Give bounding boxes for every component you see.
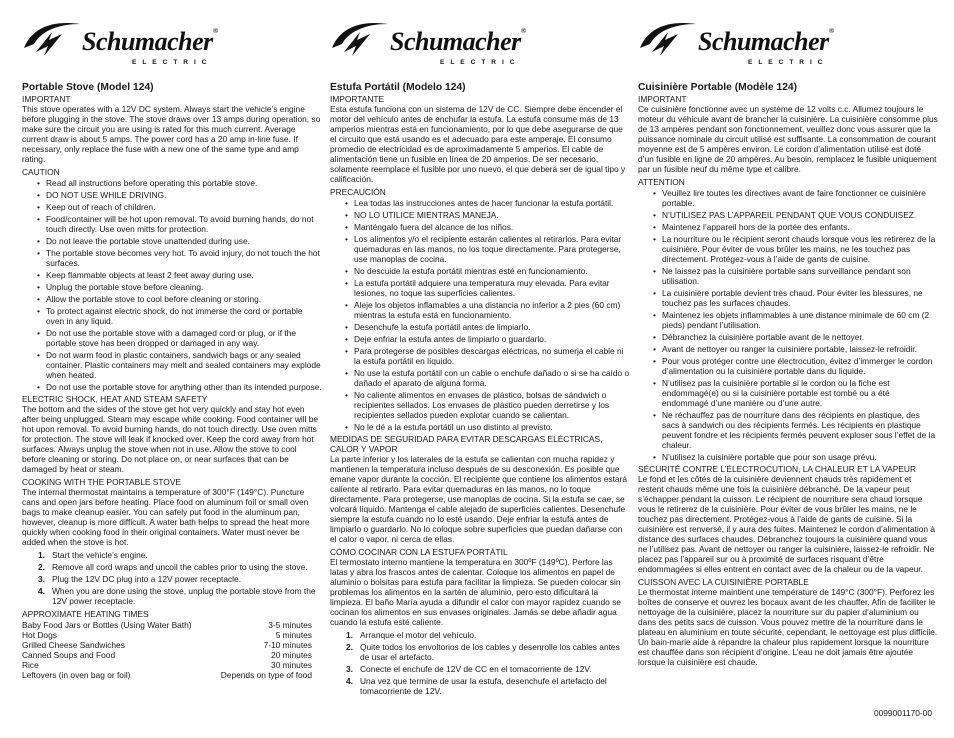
step-number: 2.	[38, 562, 45, 572]
caution-item: • Do not leave the portable stove unattended during use.	[46, 236, 322, 246]
caution-list	[22, 178, 322, 392]
heating-time: 5 minutes	[275, 630, 312, 640]
step-number: 2.	[346, 642, 353, 652]
caution-list	[330, 198, 630, 432]
caution-label: CAUTION	[22, 167, 60, 177]
caution-item: • Deje enfriar la estufa antes de limpiarlo o guardarlo.	[354, 334, 630, 344]
title-english: Portable Stove (Model 124)	[22, 82, 154, 93]
step-item	[38, 562, 322, 572]
food-item: Hot Dogs	[22, 630, 57, 640]
food-item: Canned Soups and Food	[22, 650, 116, 660]
logo-subtitle: ELECTRIC	[132, 59, 213, 66]
caution-item: • No descuide la estufa portátil mientras esté en funcionamiento.	[354, 266, 630, 276]
table-row	[22, 660, 312, 670]
step-text: Start the vehicle’s engine.	[52, 550, 148, 560]
table-row	[22, 670, 312, 680]
caution-item: • Maintenez l’appareil hors de la portée des enfants.	[662, 222, 938, 232]
important-label: IMPORTANT	[638, 94, 687, 104]
caution-label: PRECAUCIÓN	[330, 187, 386, 197]
caution-item: • Para protegerse de posibles descargas eléctricas, no sumerja el cable ni la estufa portátil en líquido.	[354, 346, 630, 366]
caution-item: • Débranchez la cuisinière portable avant de le nettoyer.	[662, 332, 938, 342]
step-number: 1.	[38, 550, 45, 560]
shock-text: La parte inferior y los laterales de la estufa se calientan con mucha rapidez y mantienen la temperatura incluso después de su desconexión. Es posible que emane vapor durante la cocción. El recipiente que contiene los alimentos estará caliente al retirarlo. Para evitar quemaduras en las manos, no lo toque directamente. Para protegerse, use manoplas de cocina. Si la estufa se cae, se volcará líquido. Mantenga el cable alejado de superficies calientes. Desenchufe siempre la estufa cuando no lo esté usando. Deje enfriar la estufa antes de limpiarlo o guardarlo. No lo coloque sobre superficies que puedan dañarse con el calor o vapor, ni cerca de ellas.	[330, 454, 628, 544]
caution-item: • Lea todas las instrucciones antes de hacer funcionar la estufa portátil.	[354, 198, 630, 208]
step-text: Plug the 12V DC plug into a 12V power receptacle.	[52, 574, 242, 584]
cooking-text: The internal thermostat maintains a temperature of 300°F (149°C). Puncture cans and open jars before heating. Place food on aluminum foil or small oven bags to make cleanup easier. You can safely put food in the aluminum pan, however, cleanup is more difficult. A water bath helps to spread the heat more quickly when cooking food in their original containers. Water must never be added when the stove is hot.	[22, 487, 310, 547]
title-french: Cuisinière Portable (Modèle 124)	[638, 82, 798, 93]
step-number: 3.	[38, 574, 45, 584]
caution-item: • Do not use the portable stove for anything other than its intended purpose.	[46, 382, 322, 392]
step-text: Remove all cord wraps and uncoil the cables prior to using the stove.	[52, 562, 308, 572]
caution-item: • No le dé a la estufa portátil un uso distinto al previsto.	[354, 422, 630, 432]
heating-time: 3-5 minutes	[268, 620, 312, 630]
heating-time: Depends on type of food	[220, 670, 312, 680]
step-text: When you are done using the stove, unplug the portable stove from the 12V power receptacle.	[52, 586, 316, 606]
logo-wordmark: Schumacher®	[698, 27, 834, 56]
lightning-swoosh-icon	[638, 18, 702, 58]
cooking-label: CÓMO COCINAR CON LA ESTUFA PORTÁTIL	[330, 547, 508, 557]
caution-item: • Keep flammable objects at least 2 feet away during use.	[46, 270, 322, 280]
table-row	[22, 640, 312, 650]
step-item	[346, 630, 630, 640]
shock-label: ELECTRIC SHOCK, HEAT AND STEAM SAFETY	[22, 394, 208, 404]
important-label: IMPORTANTE	[330, 94, 385, 104]
caution-item: • Aleje los objetos inflamables a una distancia no inferior a 2 pies (60 cm) mientras la estufa está en funcionamiento.	[354, 300, 630, 320]
caution-item: • Maintenez les objets inflammables à une distance minimale de 60 cm (2 pieds) pendant l’utilisation.	[662, 310, 938, 330]
document-number: 0099001170-00	[873, 708, 932, 718]
caution-item: • No caliente alimentos en envases de plástico, bolsas de sándwich o recipientes sellados. Los envases de plástico pueden derretirse y los recipientes sellados pueden explotar cuando se calientan.	[354, 390, 630, 420]
caution-item: • DO NOT USE WHILE DRIVING.	[46, 190, 322, 200]
step-item	[346, 642, 630, 662]
lightning-swoosh-icon	[22, 18, 86, 58]
important-label: IMPORTANT	[22, 94, 71, 104]
caution-item: • Unplug the portable stove before cleaning.	[46, 282, 322, 292]
important-text: This stove operates with a 12V DC system. Always start the vehicle’s engine before plugging in the stove. The stove draws over 13 amps during operation, so make sure the circuit you are using is rated for this much current. Average current draw is about 5 amps. The power cord has a 20 amp in-line fuse. If necessary, only replace the fuse with a new one of the same type and amp rating.	[22, 104, 321, 164]
caution-item: • To protect against electric shock, do not immerse the cord or portable oven in any liquid.	[46, 306, 322, 326]
caution-item: • Do not warm food in plastic containers, sandwich bags or any sealed container. Plastic containers may melt and sealed containers may explode when heated.	[46, 350, 322, 380]
caution-item: • N’utilisez la cuisinière portable que pour son usage prévu.	[662, 452, 938, 462]
steps-list	[330, 630, 630, 696]
logo-subtitle: ELECTRIC	[748, 59, 829, 66]
step-text: Una vez que termine de usar la estufa, desenchufe el artefacto del tomacorriente de 12V.	[360, 676, 607, 696]
step-text: Quite todos los envoltorios de los cables y desenrolle los cables antes de usar el artefacto.	[360, 642, 620, 662]
heating-time: 7-10 minutes	[263, 640, 312, 650]
title-spanish: Estufa Portátil (Modelo 124)	[330, 82, 466, 93]
caution-item: • La estufa portátil adquiere una temperatura muy elevada. Para evitar lesiones, no toque las superficies calientes.	[354, 278, 630, 298]
caution-item: • No use la estufa portátil con un cable o enchufe dañado o si se ha caído o dañado el aparato de alguna forma.	[354, 368, 630, 388]
caution-item: • N’UTILISEZ PAS L’APPAREIL PENDANT QUE VOUS CONDUISEZ.	[662, 210, 938, 220]
caution-item: • Los alimentos y/o el recipiente estarán calientes al retirarlos. Para evitar quemaduras en las manos, no los toque directamente. Para protegerse, use manoplas de cocina.	[354, 234, 630, 264]
column-spanish	[330, 0, 630, 699]
cooking-label: COOKING WITH THE PORTABLE STOVE	[22, 477, 181, 487]
step-number: 4.	[346, 676, 353, 686]
logo-subtitle: ELECTRIC	[440, 59, 521, 66]
caution-item: • Do not use the portable stove with a damaged cord or plug, or if the portable stove has been dropped or damaged in any way.	[46, 328, 322, 348]
caution-item: • N’utilisez pas la cuisinière portable si le cordon ou la fiche est endommagé(e) ou si la cuisinière portable est tombé ou a été endommagé d’une manière ou d’une autre.	[662, 378, 938, 408]
caution-item: • Allow the portable stove to cool before cleaning or storing.	[46, 294, 322, 304]
step-number: 4.	[38, 586, 45, 596]
lightning-swoosh-icon	[330, 18, 394, 58]
step-item	[38, 586, 322, 606]
caution-item: • Desenchufe la estufa portátil antes de limpiarlo.	[354, 322, 630, 332]
heating-time: 30 minutes	[271, 660, 312, 670]
column-english	[22, 0, 322, 680]
food-item: Leftovers (in oven bag or foil)	[22, 670, 131, 680]
logo-wordmark: Schumacher®	[82, 27, 218, 56]
heating-time: 20 minutes	[271, 650, 312, 660]
caution-item: • Avant de nettoyer ou ranger la cuisinière portable, laissez-le refroidir.	[662, 344, 938, 354]
caution-list	[638, 188, 938, 462]
caution-item: • Ne réchauffez pas de nourriture dans des récipients en plastique, des sacs à sandwich ou des récipients fermés. Les récipients en plastique peuvent fondre et les récipients fermés peuvent exploser sous l’effet de la chaleur.	[662, 410, 938, 450]
caution-item: • Keep out of reach of children.	[46, 202, 322, 212]
shock-label: SÉCURITÉ CONTRE L’ÉLECTROCUTION, LA CHALEUR ET LA VAPEUR	[638, 464, 916, 474]
shock-text: The bottom and the sides of the stove get hot very quickly and stay hot even after being unplugged. Steam may escape while cooking. Food container will be hot upon removal. To avoid burning hands, do not touch directly. Use oven mitts for protection. The stove will leak if knocked over. Keep the cord away from hot surfaces. Always unplug the stove when not in use. Allow the stove to cool before cleaning or storing. Do not place on, or near surfaces that can be damaged by heat or steam.	[22, 404, 319, 474]
caution-item: • La cuisinière portable devient très chaud. Pour éviter les blessures, ne touchez pas les surfaces chaudes.	[662, 288, 938, 308]
step-text: Arranque el motor del vehículo.	[360, 630, 477, 640]
caution-item: • Food/container will be hot upon removal. To avoid burning hands, do not touch directly. Use oven mitts for protection.	[46, 214, 322, 234]
cooking-text: Le thermostat interne maintient une température de 149°C (300°F). Perforez les boîtes de conserve et ouvrez les bocaux avant de les chauffer. Afin de faciliter le nettoyage de la cuisinière, placez la nourriture sur du papier d’aluminium ou dans des petits sacs de cuisson. Vous pouvez mettre de la nourriture dans le plateau en aluminium en toute sécurité, cependant, le nettoyage est plus difficile. Un bain-marie aide à répandre la chaleur plus rapidement lorsque la nourriture est chauffée dans son récipient d’origine. L’eau ne doit jamais être ajoutée lorsque la cuisinière est chaude.	[638, 587, 938, 667]
food-item: Grilled Cheese Sandwiches	[22, 640, 125, 650]
step-item	[38, 550, 322, 560]
caution-item: • La nourriture ou le récipient seront chauds lorsque vous les retirerez de la cuisinière. Pour éviter de vous brûler les mains, ne les touchez pas directement. Protégez-vous à l’aide de gants de cuisine.	[662, 234, 938, 264]
column-french	[638, 0, 938, 670]
caution-item: • Read all instructions before operating this portable stove.	[46, 178, 322, 188]
heating-label: APPROXIMATE HEATING TIMES	[22, 609, 149, 619]
cooking-label: CUISSON AVEC LA CUISINIÈRE PORTABLE	[638, 577, 809, 587]
step-text: Conecte el enchufe de 12V de CC en el tomacorriente de 12V.	[360, 664, 592, 674]
steps-list	[22, 550, 322, 606]
caution-item: • Manténgalo fuera del alcance de los niños.	[354, 222, 630, 232]
step-number: 3.	[346, 664, 353, 674]
food-item: Rice	[22, 660, 39, 670]
step-item	[346, 664, 630, 674]
caution-item: • The portable stove becomes very hot. To avoid injury, do not touch the hot surfaces.	[46, 248, 322, 268]
table-row	[22, 650, 312, 660]
heating-table	[22, 620, 312, 680]
caution-item: • Pour vous protéger contre une électrocution, évitez d’immerger le cordon d’alimentation ou la cuisinière portable dans du liquide.	[662, 356, 938, 376]
important-text: Ce cuisinière fonctionne avec un système de 12 volts c.c. Allumez toujours le moteur du véhicule avant de brancher la cuisinière. La cuisinière consomme plus de 13 ampères pendant son fonctionnement, veuillez donc vous assurer que la puissance nominale du circuit utilisé est suffisante. La consommation de courant moyenne est de 5 ampères environ. Le cordon d’alimentation utilisé est doté d’un fusible en ligne de 20 ampères. Au besoin, remplacez le fusible uniquement par un fusible neuf du même type et calibre.	[638, 104, 938, 174]
caution-item: • NO LO UTILICE MIENTRAS MANEJA.	[354, 210, 630, 220]
caution-label: ATTENTION	[638, 177, 685, 187]
important-text: Esta estufa funciona con un sistema de 12V de CC. Siempre debe encender el motor del vehículo antes de enchufar la estufa. La estufa consume más de 13 amperios mientras está en funcionamiento, por lo que debe asegurarse de que el circuito que está usando es el adecuado para este amperaje. El consumo promedio de electricidad es de aproximadamente 5 amperios. El cable de alimentación tiene un fusible en línea de 20 amperios. De ser necesario, solamente reemplace el fusible por uno nuevo, el que deberá ser de igual tipo y calificación.	[330, 104, 626, 184]
table-row	[22, 630, 312, 640]
logo-wordmark: Schumacher®	[390, 27, 526, 56]
food-item: Baby Food Jars or Bottles (Using Water Bath)	[22, 620, 192, 630]
step-item	[38, 574, 322, 584]
caution-item: • Ne laissez pas la cuisinière portable sans surveillance pendant son utilisation.	[662, 266, 938, 286]
step-item	[346, 676, 630, 696]
caution-item: • Veuillez lire toutes les directives avant de faire fonctionner ce cuisinière portable.	[662, 188, 938, 208]
cooking-text: El termostato interno mantiene la temperatura en 300ºF (149ºC). Perfore las latas y abra los frascos antes de calentar. Coloque los alimentos en papel de aluminio o bolsitas para estufa para facilitar la limpieza. Se pueden colocar sin problemas los alimentos en la sartén de aluminio, pero esto dificultará la limpieza. El baño María ayuda a difundir el calor con mayor rapidez cuando se cocinan los alimentos en sus envases originales. Jamás se debe añadir agua cuando la estufa esté caliente.	[330, 557, 621, 627]
shock-text: Le fond et les côtés de la cuisinière deviennent chauds très rapidement et restent chauds même une fois la cuisinière débranché. De la vapeur peut s’échapper pendant la cuisson. Le récipient de nourriture sera chaud lorsque vous le retirerez de la cuisinière. Pour éviter de vous brûler les mains, ne le touchez pas directement. Protégez-vous à l’aide de gants de cuisine. Si la cuisinière est renversé, il y aura des fuites. Maintenez le cordon d’alimentation à distance des surfaces chaudes. Débranchez toujours la cuisinière quand vous ne l’utilisez pas. Avant de nettoyer ou ranger la cuisinière, laissez-le refroidir. Ne placez pas l’appareil sur ou à proximité de surfaces risquant d’être endommagées si elles entrent en contact avec de la chaleur ou de la vapeur.	[638, 474, 936, 574]
schumacher-logo	[330, 18, 630, 74]
table-row	[22, 620, 312, 630]
schumacher-logo	[638, 18, 938, 74]
schumacher-logo	[22, 18, 322, 74]
step-number: 1.	[346, 630, 353, 640]
shock-label: MEDIDAS DE SEGURIDAD PARA EVITAR DESCARGAS ELÉCTRICAS, CALOR Y VAPOR	[330, 434, 603, 454]
